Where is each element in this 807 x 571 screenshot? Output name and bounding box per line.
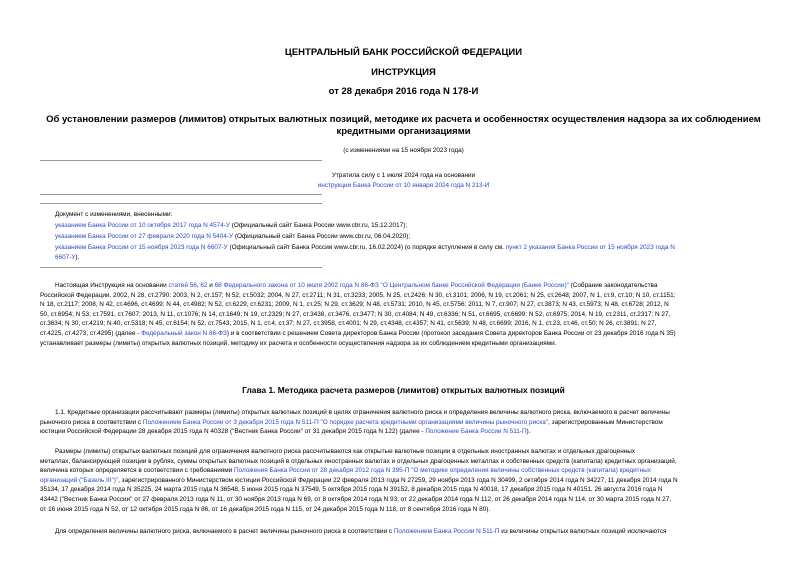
divider [40, 267, 322, 268]
paragraph-2: Размеры (лимиты) открытых валютных позиций для ограничения валютного риска рассчитываются как открытые валютные позиции в отдельных иностранных валютах и отдельных драгоценных металлах, балансирующей позиции в рублях, суммы открытых валютных позиций в отдельных иностранных валютах и отдельных драгоценных металлах и собственных средств (капитала) кредитных организаций, величина которых определяется в соответствии с требованиями Положения Банка России от 28 декабря 2012 года N 395-П "О методике определения величины собственных средств (капитала) кредитных организаций ("Базель III")", зарегистрированного Министерством юстиции Российской Федерации 22 февраля 2013 года N 27259, 29 ноября 2013 года N 30499, 2 октября 2014 года N 34227, 11 декабря 2014 года N 35134, 17 декабря 2014 года N 35225, 24 марта 2015 года N 36548, 5 июня 2015 года N 37549, 5 октября 2015 года N 39152, 8 декабря 2015 года N 40018, 17 декабря 2015 года N 40151, 26 августа 2016 года N 43442 ("Вестник Банка России" от 27 февраля 2013 года N 11, от 30 ноября 2013 года N 69, от 8 октября 2014 года N 93, от 22 декабря 2014 года N 112, от 26 декабря 2014 года N 114, от 30 марта 2015 года N 27, от 16 июня 2015 года N 52, от 12 октября 2015 года N 86, от 16 декабря 2015 года N 115, от 24 декабря 2015 года N 118, от 8 сентября 2016 года N 80). [40, 448, 678, 513]
expired-link[interactable]: инструкции Банка России от 10 января 2024 года N 213-И [317, 182, 490, 189]
change-link-3c[interactable]: 6607-У [55, 254, 76, 261]
link-511p-short[interactable]: Положение Банка России N 511-П [425, 428, 527, 436]
change-item-3: указанием Банка России от 15 ноября 2023 года N 6607-У (Официальный сайт Банка России www.cbr.ru, 16.02.2024) (о порядке вступления в силу см. пункт 2 указания Банка России от 15 ноября 2023 года N [55, 244, 675, 251]
bank-name: ЦЕНТРАЛЬНЫЙ БАНК РОССИЙСКОЙ ФЕДЕРАЦИИ [284, 47, 523, 58]
link-art62[interactable]: 62 [200, 282, 208, 289]
link-art56[interactable]: статей 56 [168, 282, 197, 289]
link-395p[interactable]: Положения Банка России от 28 декабря 2012 года N 395-П "О методике определения величины собственных средств (капитала) кредитных [234, 467, 651, 475]
change-item-3-cont: 6607-У). [55, 254, 80, 261]
paragraph-3: Для определения величины валютного риска, включаемого в расчет величины рыночного риска в соответствии с Положением Банка России N 511-П из величины открытых валютных позиций исключаются [55, 528, 667, 535]
doc-title: Об установлении размеров (лимитов) открытых валютных позиций, методике их расчета и особенностях осуществления надзора за их соблюдением кредитными организациями [46, 114, 761, 137]
change-item-1: указанием Банка России от 10 октября 2017 года N 4574-У (Официальный сайт Банка России www.cbr.ru, 15.12.2017); [55, 222, 408, 229]
paragraph-1-1: 1.1. Кредитные организации рассчитывают размеры (лимиты) открытых валютных позиций в целях ограничения валютного риска и определения величины валютного риска, включаемого в расчет величины рыночного риска в соответствии с Положением Банка России от 3 декабря 2015 года N 511-П "О порядке расчета кредитными организациями величины рыночного риска", зарегистрированным Министерством юстиции Российской Федерации 28 декабря 2015 года N 40328 ("Вестник Банка России" от 31 декабря 2015 года N 122) (далее - Положение Банка России N 511-П). [40, 409, 670, 436]
divider [40, 160, 322, 161]
chapter-heading: Глава 1. Методика расчета размеров (лимитов) открытых валютных позиций [242, 385, 565, 395]
changes-heading: Документ с изменениями, внесенными: [55, 211, 173, 218]
change-link-2[interactable]: указанием Банка России от 27 февраля 2020 года N 5404-У [55, 233, 234, 240]
link-511p-short-2[interactable]: Положением Банка России N 511-П [393, 528, 500, 535]
doc-type: ИНСТРУКЦИЯ [371, 67, 436, 78]
change-link-3[interactable]: указанием Банка России от 15 ноября 2023 года N 6607-У [55, 244, 228, 251]
link-395p-cont[interactable]: организаций ("Базель III")" [40, 476, 119, 484]
revision-note: (с изменениями на 15 ноября 2023 года) [343, 147, 464, 154]
divider [40, 194, 322, 195]
preamble: Настоящая Инструкция на основании статей 56, 62 и 68 Федерального закона от 10 июля 2002 года N 86-ФЗ "О Центральном банке Российской Федерации (Банке России)" (Собрание законодательства Российской Федерации, 2002, N 28, ст.2790; 2003, N 2, ст.157; N 52, ст.5032; 2004, N 27, ст.2711; N 31, ст.3233; 2005, N 25, ст.2426; N 30, ст.3101; 2006, N 19, ст.2061; N 25, ст.2648; 2007, N 1, ст.9, ст.10; N 10, ст.1151; N 18, ст.2117; 2008, N 42, ст.4696, ст.4699; N 44, ст.4982; N 52, ст.6229, ст.6231; 2009, N 1, ст.25; N 29, ст.3629; N 48, ст.5731; 2010, N 45, ст.5756; 2011, N 7, ст.907; N 27, ст.3873; N 43, ст.5973; N 48, ст.6728; 2012, N 50, ст.6954; N 53, ст.7591, ст.7607; 2013, N 11, ст.1076; N 14, ст.1649; N 19, ст.2329; N 27, ст.3438, ст.3476, ст.3477; N 30, ст.4084; N 49, ст.6336; N 51, ст.6695, ст.6699; N 52, ст.6975; 2014, N 19, ст.2311, ст.2317; N 27, ст.3634; N 30, ст.4219; N 40, ст.5318; N 45, ст.6154; N 52, ст.7543; 2015, N 1, ст.4, ст.37; N 27, ст.3958, ст.4001; N 29, ст.4348, ст.4357; N 41, ст.5639; N 48, ст.6699; 2016, N 1, ст.23, ст.46, ст.50; N 26, ст.3891; N 27, ст.4225, ст.4273, ст.4295) (далее - Федеральный закон N 86-ФЗ) и в соответствии с решением Совета директоров Банка России (протокол заседания Совета директоров Банка России от 23 декабря 2016 года N 35) устанавливает размеры (лимиты) открытых валютных позиций, методику их расчета и особенности осуществления надзора за их соблюдением кредитными организациями. [40, 282, 676, 347]
change-link-1[interactable]: указанием Банка России от 10 октября 2017 года N 4574-У [55, 222, 230, 229]
doc-date-number: от 28 декабря 2016 года N 178-И [328, 86, 479, 97]
link-86fz-short[interactable]: Федеральный закон N 86-ФЗ [141, 329, 227, 337]
expired-note: Утратила силу с 1 июля 2024 года на основании [331, 172, 476, 179]
change-item-2: указанием Банка России от 27 февраля 2020 года N 5404-У (Официальный сайт Банка России www.cbr.ru, 06.04.2020); [55, 233, 411, 240]
divider [40, 203, 322, 204]
link-511p[interactable]: Положением Банка России от 3 декабря 2015 года N 511-П "О порядке расчета кредитными организациями величины рыночного риска" [142, 418, 549, 426]
change-link-3b[interactable]: пункт 2 указания Банка России от 15 ноября 2023 года N [505, 244, 675, 251]
link-86fz[interactable]: 68 Федерального закона от 10 июля 2002 года N 86-ФЗ "О Центральном банке Российской Федерации (Банке России)" [214, 282, 569, 289]
